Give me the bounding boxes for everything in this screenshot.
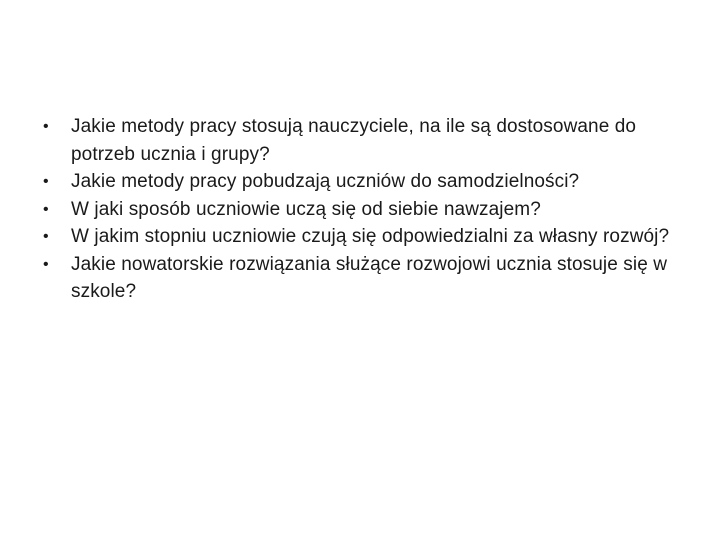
bullet-text: Jakie nowatorskie rozwiązania służące rozwojowi ucznia stosuje się w szkole? [71,253,668,302]
slide-content [43,113,693,306]
bullet-item [43,251,693,306]
bullet-icon: • [43,200,49,218]
bullet-item [43,168,693,196]
bullet-icon: • [43,228,49,245]
bullet-icon: • [43,255,49,273]
bullet-text: Jakie metody pracy stosują nauczyciele, na ile są dostosowane do potrzeb ucznia i grupy? [71,116,637,165]
bullet-text: W jakim stopniu uczniowie czują się odpowiedzialni za własny rozwój? [71,226,670,247]
bullet-text: W jaki sposób uczniowie uczą się od siebie nawzajem? [71,198,541,220]
bullet-item [43,223,693,251]
bullet-icon: • [43,118,49,135]
bullet-item [43,196,693,224]
bullet-icon: • [43,173,49,190]
bullet-item [43,113,693,168]
bullet-list [43,113,693,306]
bullet-text: Jakie metody pracy pobudzają uczniów do samodzielności? [71,171,580,192]
